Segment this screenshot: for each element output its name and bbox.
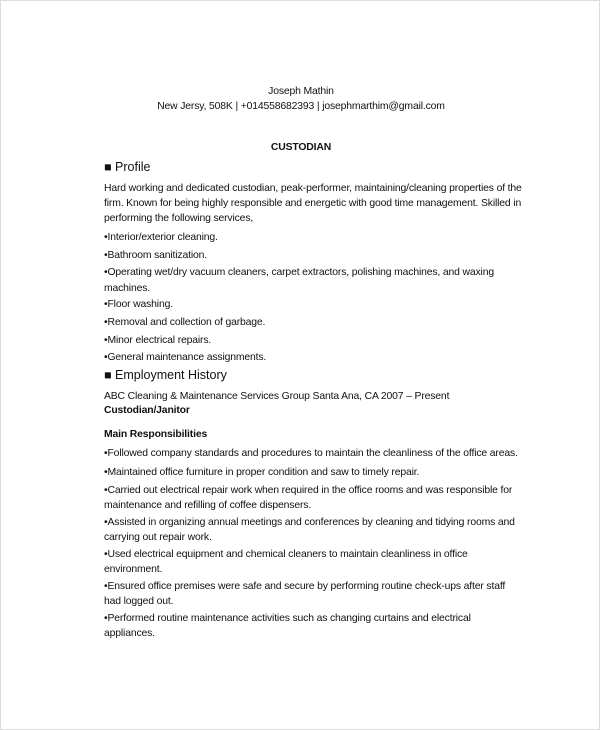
profile-heading: ■ Profile [104,160,151,174]
service-item: •General maintenance assignments. [104,352,267,363]
responsibility-item: •Maintained office furniture in proper condition and saw to timely repair. [104,467,420,478]
candidate-name: Joseph Mathin [268,86,334,97]
service-item: •Minor electrical repairs. [104,335,212,346]
responsibilities-heading: Main Responsibilities [104,429,208,440]
employment-heading: ■ Employment History [104,368,227,382]
responsibility-item: had logged out. [104,596,174,607]
service-item: •Operating wet/dry vacuum cleaners, carpet extractors, polishing machines, and waxing [104,267,494,278]
responsibility-item: •Carried out electrical repair work when required in the office rooms and was responsible for [104,485,513,496]
responsibility-item: maintenance and refilling of coffee dispensers. [104,500,312,511]
service-item: •Bathroom sanitization. [104,250,207,261]
service-item: •Interior/exterior cleaning. [104,232,218,243]
profile-summary-line: Hard working and dedicated custodian, peak-performer, maintaining/cleaning properties of the [104,183,522,194]
responsibility-item: •Ensured office premises were safe and secure by performing routine check-ups after staff [104,581,506,592]
service-item: •Removal and collection of garbage. [104,317,266,328]
responsibility-item: appliances. [104,628,155,639]
role-title: Custodian/Janitor [104,405,190,416]
responsibility-item: •Used electrical equipment and chemical cleaners to maintain cleanliness in office [104,549,468,560]
company-line: ABC Cleaning & Maintenance Services Group Santa Ana, CA 2007 – Present [104,391,450,402]
responsibility-item: environment. [104,564,163,575]
contact-info: New Jersy, 508K | +014558682393 | josephmarthim@gmail.com [157,101,445,112]
job-title: CUSTODIAN [270,142,332,153]
responsibility-item: •Assisted in organizing annual meetings and conferences by cleaning and tidying rooms and [104,517,515,528]
service-item: •Floor washing. [104,299,173,310]
responsibility-item: •Followed company standards and procedures to maintain the cleanliness of the office areas. [104,448,518,459]
service-item: machines. [104,283,151,294]
profile-summary-line: firm. Known for being highly responsible and energetic with good time management. Skilled in [104,198,522,209]
profile-summary-line: performing the following services, [104,213,254,224]
responsibility-item: carrying out repair work. [104,532,212,543]
responsibility-item: •Performed routine maintenance activities such as changing curtains and electrical [104,613,471,624]
